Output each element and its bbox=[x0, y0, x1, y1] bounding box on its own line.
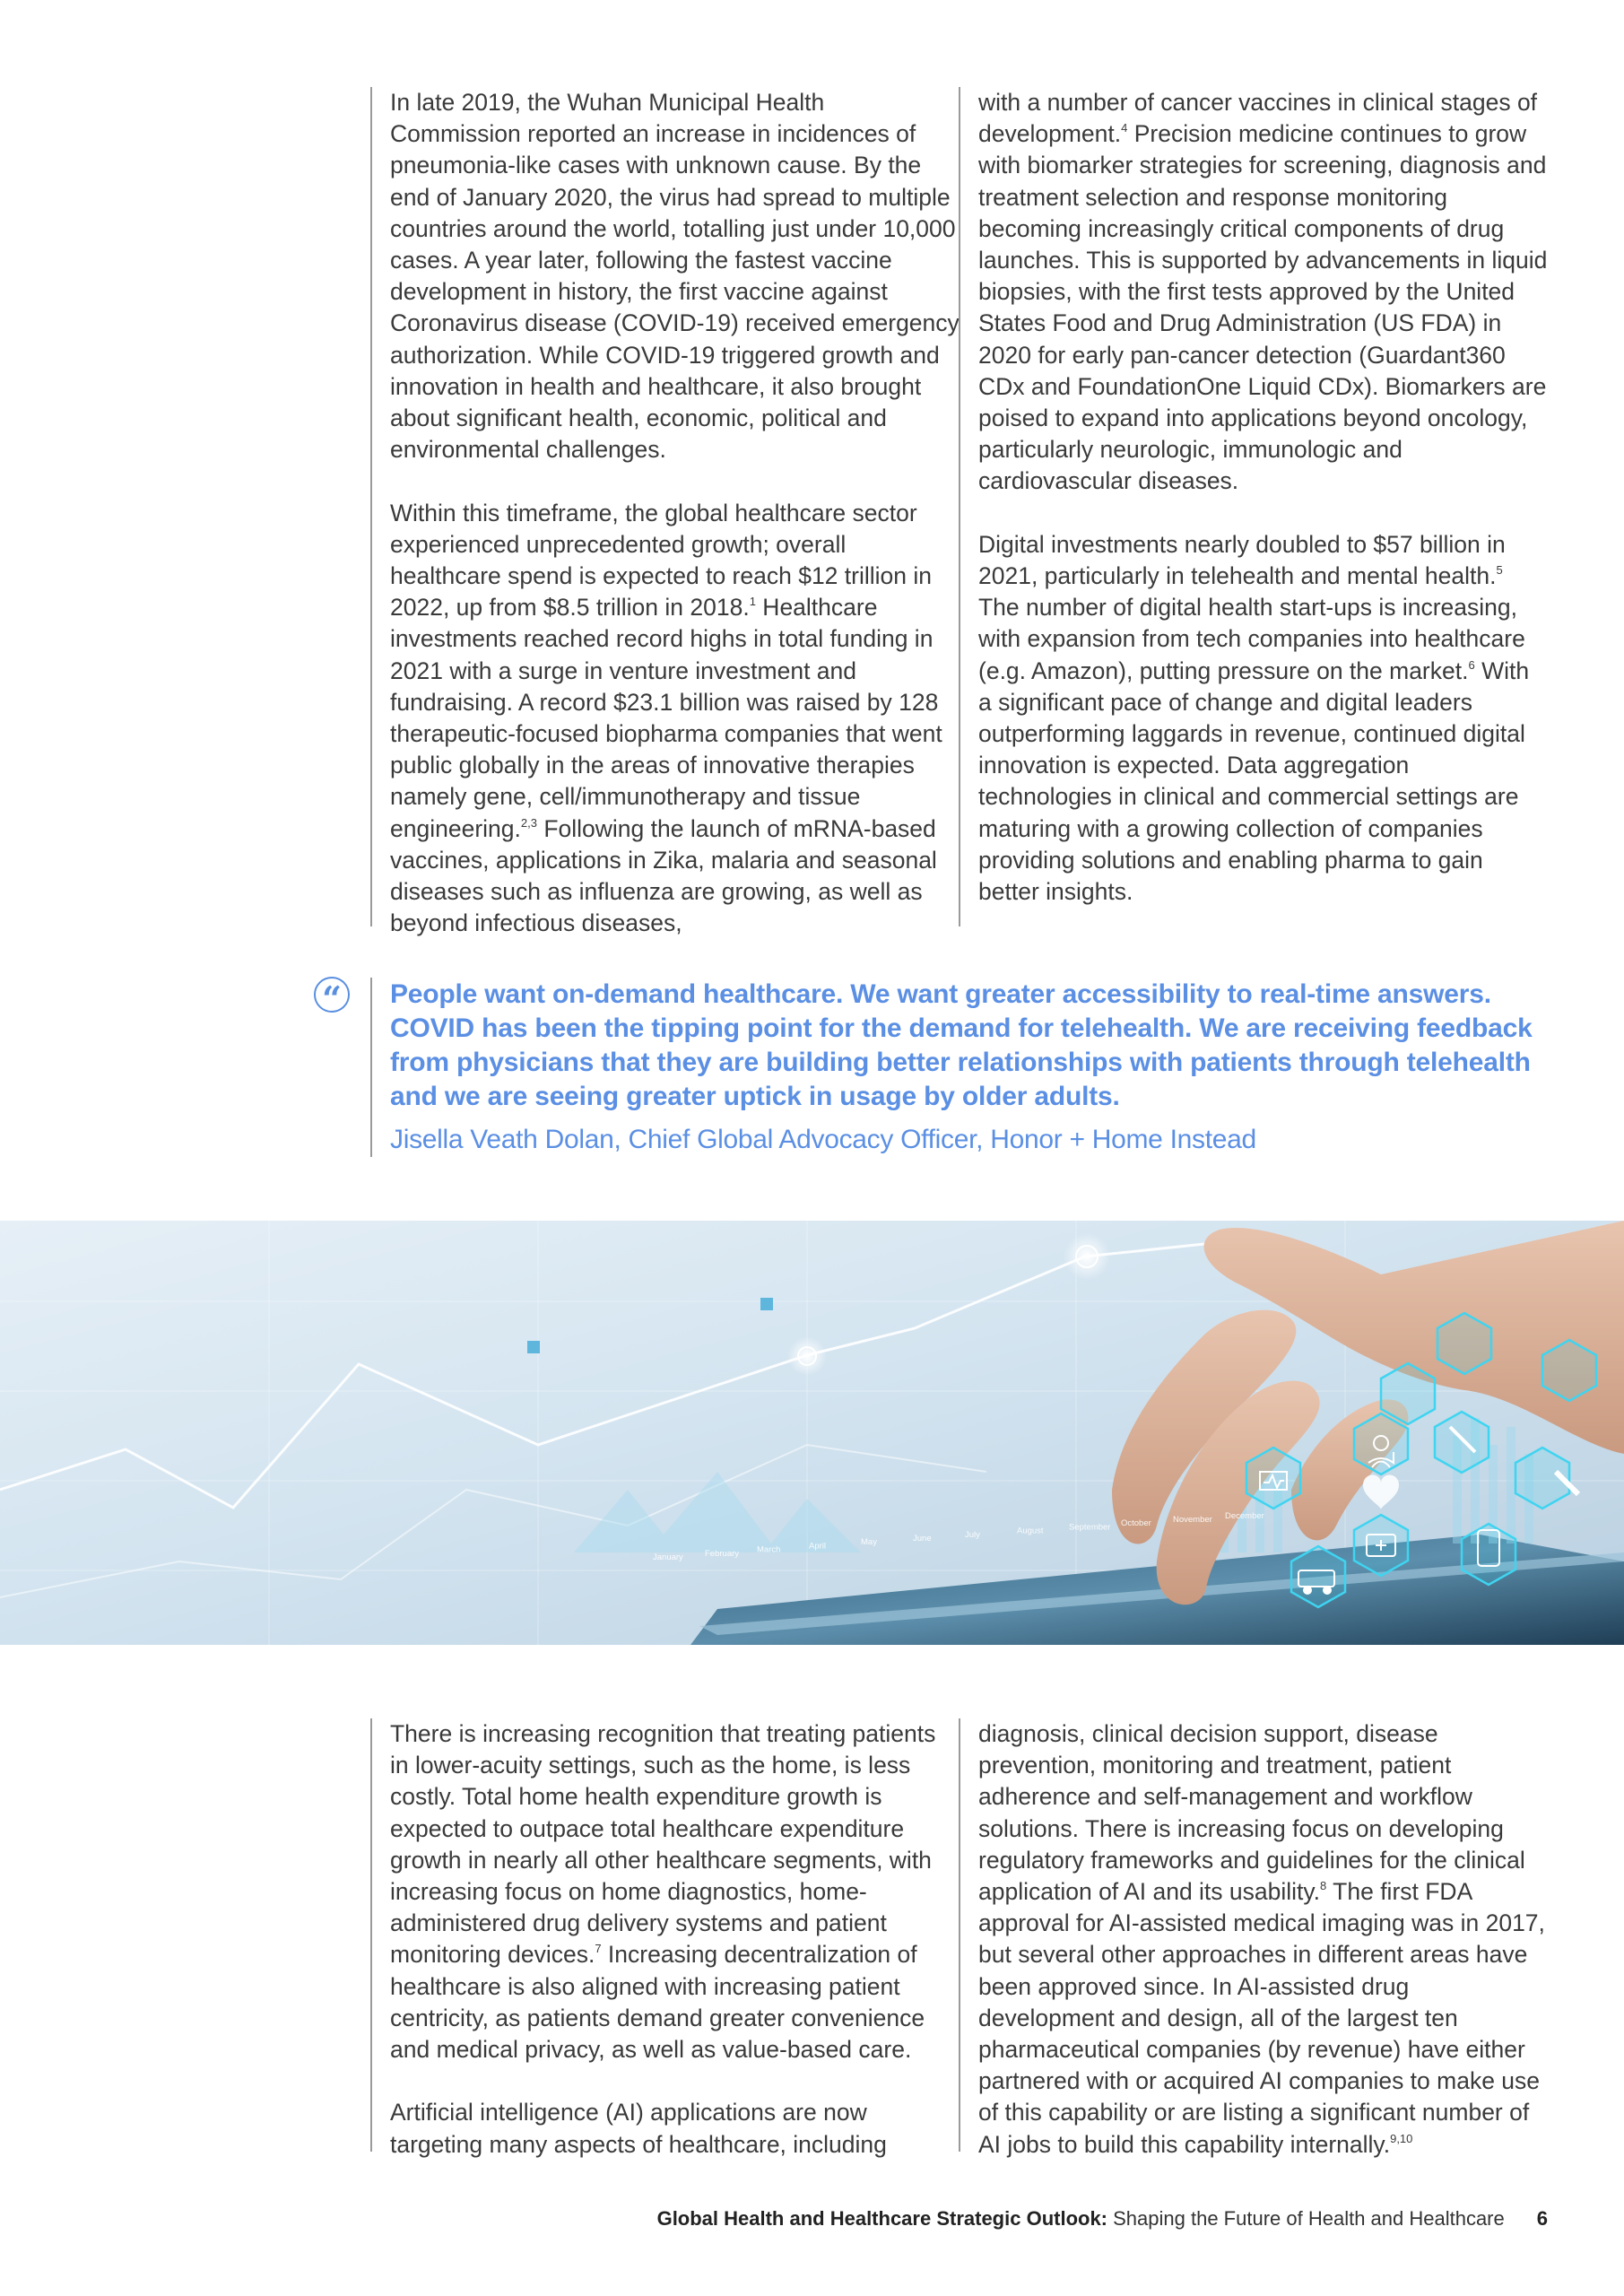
paragraph: In late 2019, the Wuhan Municipal Health Commission reported an increase in incidences of pneumonia-like cases with unknown cause. By the end of January 2020, the virus had spread to multiple countries around the world, totalling just under 10,000 cases. A year later, following the fastest vaccine development in history, the first vaccine against Coronavirus disease (COVID-19) received emergency authorization. While COVID-19 triggered growth and innovation in health and healthcare, it also brought about significant health, economic, political and environmental challenges. bbox=[390, 89, 960, 464]
month-label: January bbox=[653, 1552, 683, 1562]
month-label: July bbox=[965, 1529, 980, 1540]
paragraph: Within this timeframe, the global healthcare sector experienced unprecedented growth; overall healthcare spend is expected to reach $12 trillion in 2022, up from $8.5 trillion in 2018.$^1$ Healthcare investments reached record highs in total funding in 2021 with a surge in venture investment and fundraising. A record $23.1 billion was raised by 128 therapeutic-focused biopharma companies that went public globally in the areas of innovative therapies namely gene, cell/immunotherapy and tissue engineering.$^{2,3}$ Following the launch of mRNA-based vaccines, applications in Zika, malaria and seasonal diseases such as influenza are growing, as well as beyond infectious diseases, bbox=[390, 499, 942, 937]
month-label: June bbox=[913, 1534, 932, 1544]
month-label: April bbox=[809, 1541, 827, 1552]
top-left-column bbox=[370, 87, 960, 937]
footnote-ref: 5 bbox=[1496, 563, 1503, 578]
footnote-ref: 8 bbox=[1320, 1879, 1327, 1893]
month-label: December bbox=[1225, 1510, 1264, 1521]
top-right-column bbox=[959, 87, 1548, 926]
footnote-ref: 4 bbox=[1121, 121, 1128, 135]
paragraph: There is increasing recognition that treating patients in lower-acuity settings, such as the home, is less costly. Total home health expenditure growth is expected to outpace total healthcare expenditure growth in nearly all other healthcare segments, with increasing focus on home diagnostics, home-administered drug delivery systems and patient monitoring devices.$^7$ Increasing decentralization of healthcare is also aligned with increasing patient centricity, as patients demand greater convenience and medical privacy, as well as value-based care. bbox=[390, 1720, 936, 2064]
month-label: February bbox=[705, 1548, 740, 1559]
month-label: August bbox=[1017, 1526, 1044, 1536]
quote-text: People want on-demand healthcare. We want greater accessibility to real-time answers. COVID has been the tipping point for the demand for telehealth. We are receiving feedback from physicians that they are building better relationships with patients through telehealth and we are seeing greater uptick in usage by older adults. bbox=[390, 979, 1533, 1111]
footnote-ref: 1 bbox=[749, 595, 756, 609]
month-label: November bbox=[1173, 1515, 1212, 1525]
report-subtitle: Shaping the Future of Health and Healthcare bbox=[1107, 2207, 1505, 2230]
pull-quote bbox=[370, 978, 1563, 1157]
paragraph: Digital investments nearly doubled to $57 billion in 2021, particularly in telehealth and mental health.$^5$ The number of digital health start-ups is increasing, with expansion from tech companies into healthcare (e.g. Amazon), putting pressure on the market.$^6$ With a significant pace of change and digital leaders outperforming laggards in revenue, continued digital innovation is expected. Data aggregation technologies in clinical and commercial settings are maturing with a growing collection of companies providing solutions and enabling pharma to gain better insights. bbox=[978, 530, 1530, 906]
footnote-ref: 7 bbox=[595, 1942, 602, 1956]
footnote-ref: 9,10 bbox=[1390, 2131, 1413, 2145]
month-label: September bbox=[1069, 1522, 1111, 1533]
paragraph: with a number of cancer vaccines in clinical stages of development.$^4$ Precision medicine continues to grow with biomarker strategies for screening, diagnosis and treatment selection and response monitoring becoming increasingly critical components of drug launches. This is supported by advancements in liquid biopsies, with the first tests approved by the United States Food and Drug Administration (US FDA) in 2020 for early pan-cancer detection (Guardant360 CDx and FoundationOne Liquid CDx). Biomarkers are poised to expand into applications beyond oncology, particularly neurologic, immunologic and cardiovascular diseases. bbox=[978, 89, 1548, 495]
month-label: May bbox=[861, 1537, 877, 1548]
page-number: 6 bbox=[1536, 2207, 1548, 2230]
quote-attribution: Jisella Veath Dolan, Chief Global Advocacy Officer, Honor + Home Instead bbox=[390, 1125, 1256, 1154]
footnote-ref: 2,3 bbox=[520, 815, 537, 830]
quote-icon: “ bbox=[314, 977, 350, 1013]
month-label: October bbox=[1121, 1518, 1151, 1529]
paragraph: diagnosis, clinical decision support, disease prevention, monitoring and treatment, patient adherence and self-management and workflow solutions. There is increasing focus on developing regulatory frameworks and guidelines for the clinical application of AI and its usability.$^8$ The first FDA approval for AI-assisted medical imaging was in 2017, but several other approaches in different areas have been approved since. In AI-assisted drug development and design, all of the largest ten pharmaceutical companies (by revenue) have either partnered with or acquired AI companies to make use of this capability or are listing a significant number of AI jobs to build this capability internally.$^{9,10}$ bbox=[978, 1720, 1545, 2158]
bottom-left-column bbox=[370, 1718, 960, 2158]
month-label: March bbox=[757, 1544, 781, 1555]
footnote-ref: 6 bbox=[1468, 657, 1475, 672]
page-footer bbox=[657, 2205, 1548, 2233]
paragraph: Artificial intelligence (AI) applications are now targeting many aspects of healthcare, including bbox=[390, 2099, 887, 2158]
telehealth-photo bbox=[0, 1221, 1624, 1645]
bottom-right-column bbox=[959, 1718, 1548, 2158]
report-title: Global Health and Healthcare Strategic Outlook: bbox=[656, 2207, 1108, 2230]
